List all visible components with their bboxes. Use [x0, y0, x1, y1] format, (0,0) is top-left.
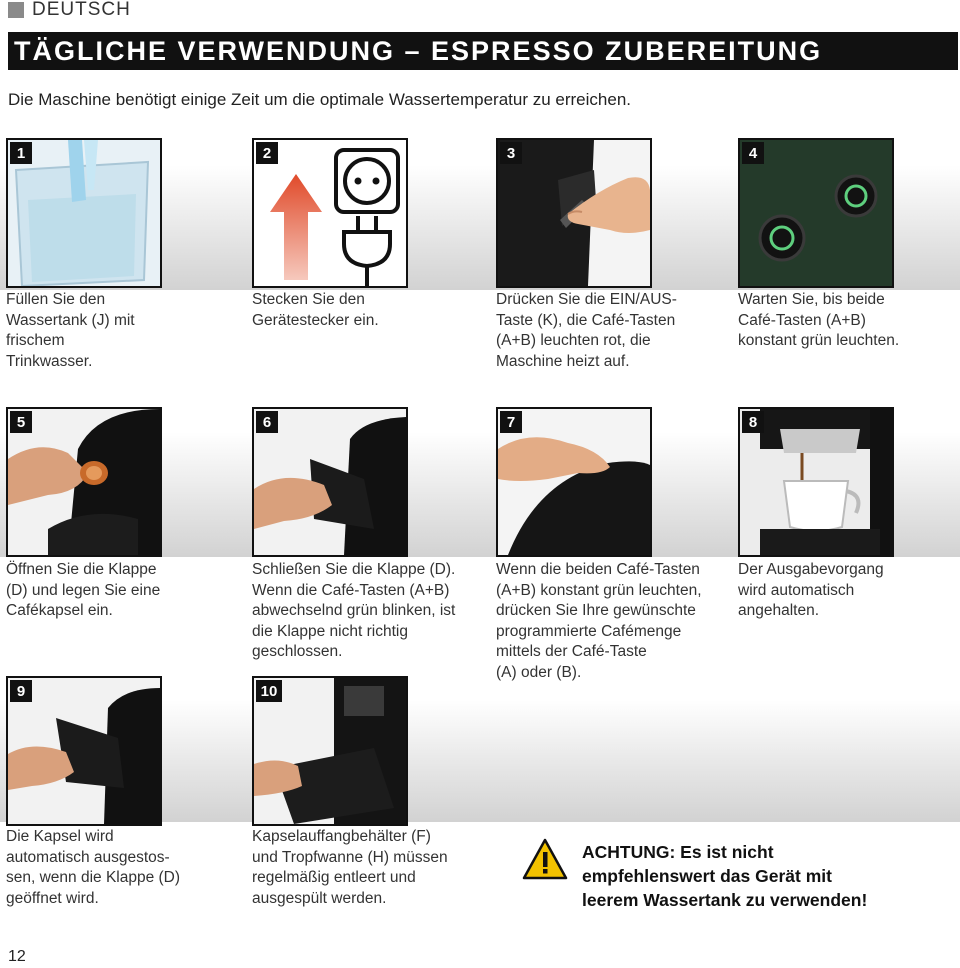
warning-notice [520, 838, 960, 908]
step-9-text: Die Kapsel wird automatisch ausgestos- sen, wenn die Klappe (D) geöffnet wird. [6, 828, 181, 907]
language-marker [8, 2, 24, 18]
step-6-text: Schließen Sie die Klappe (D). Wenn die Café-Tasten (A+B) abwechselnd grün blinken, ist die Klappe nicht richtig geschlossen. [252, 561, 456, 660]
intro-text: Die Maschine benötigt einige Zeit um die optimale Wassertemperatur zu erreichen. [8, 90, 631, 109]
step-7-image [496, 407, 652, 557]
step-1-image [6, 138, 162, 288]
step-10-image [252, 676, 408, 826]
step-6-image [252, 407, 408, 557]
step-10-number: 10 [256, 680, 282, 702]
step-3-text: Drücken Sie die EIN/AUS- Taste (K), die Café-Tasten (A+B) leuchten rot, die Maschine heizt auf. [496, 291, 677, 370]
step-1-number: 1 [10, 142, 32, 164]
step-9-image [6, 676, 162, 826]
page-title: TÄGLICHE VERWENDUNG – ESPRESSO ZUBEREITUNG [14, 36, 823, 66]
step-5-text: Öffnen Sie die Klappe (D) und legen Sie eine Cafékapsel ein. [6, 561, 161, 619]
step-9-number: 9 [10, 680, 32, 702]
step-4-text: Warten Sie, bis beide Café-Tasten (A+B) konstant grün leuchten. [738, 291, 900, 349]
step-5-number: 5 [10, 411, 32, 433]
step-3-image [496, 138, 652, 288]
language-text: DEUTSCH [32, 0, 131, 20]
step-8-image [738, 407, 894, 557]
step-8-number: 8 [742, 411, 764, 433]
step-7-number: 7 [500, 411, 522, 433]
step-3-number: 3 [500, 142, 522, 164]
title-bar [8, 32, 958, 70]
step-2-number: 2 [256, 142, 278, 164]
step-2-text: Stecken Sie den Gerätestecker ein. [252, 291, 379, 329]
step-10-text: Kapselauffangbehälter (F) und Tropfwanne (H) müssen regelmäßig entleert und ausgespült werden. [252, 828, 448, 907]
step-4-image [738, 138, 894, 288]
step-7-text: Wenn die beiden Café-Tasten (A+B) konstant grün leuchten, drücken Sie Ihre gewünschte programmierte Cafémenge mittels der Café-Taste (A) oder (B). [496, 561, 702, 681]
warning-text: ACHTUNG: Es ist nicht empfehlenswert das Gerät mit leerem Wassertank zu verwenden! [582, 842, 868, 910]
language-label [8, 0, 131, 20]
step-4-number: 4 [742, 142, 764, 164]
step-2-image [252, 138, 408, 288]
step-8-text: Der Ausgabevorgang wird automatisch angehalten. [738, 561, 884, 619]
step-1-text: Füllen Sie den Wassertank (J) mit frischem Trinkwasser. [6, 291, 135, 370]
step-6-number: 6 [256, 411, 278, 433]
warning-triangle-icon [522, 838, 568, 880]
step-5-image [6, 407, 162, 557]
page-number: 12 [8, 948, 26, 965]
